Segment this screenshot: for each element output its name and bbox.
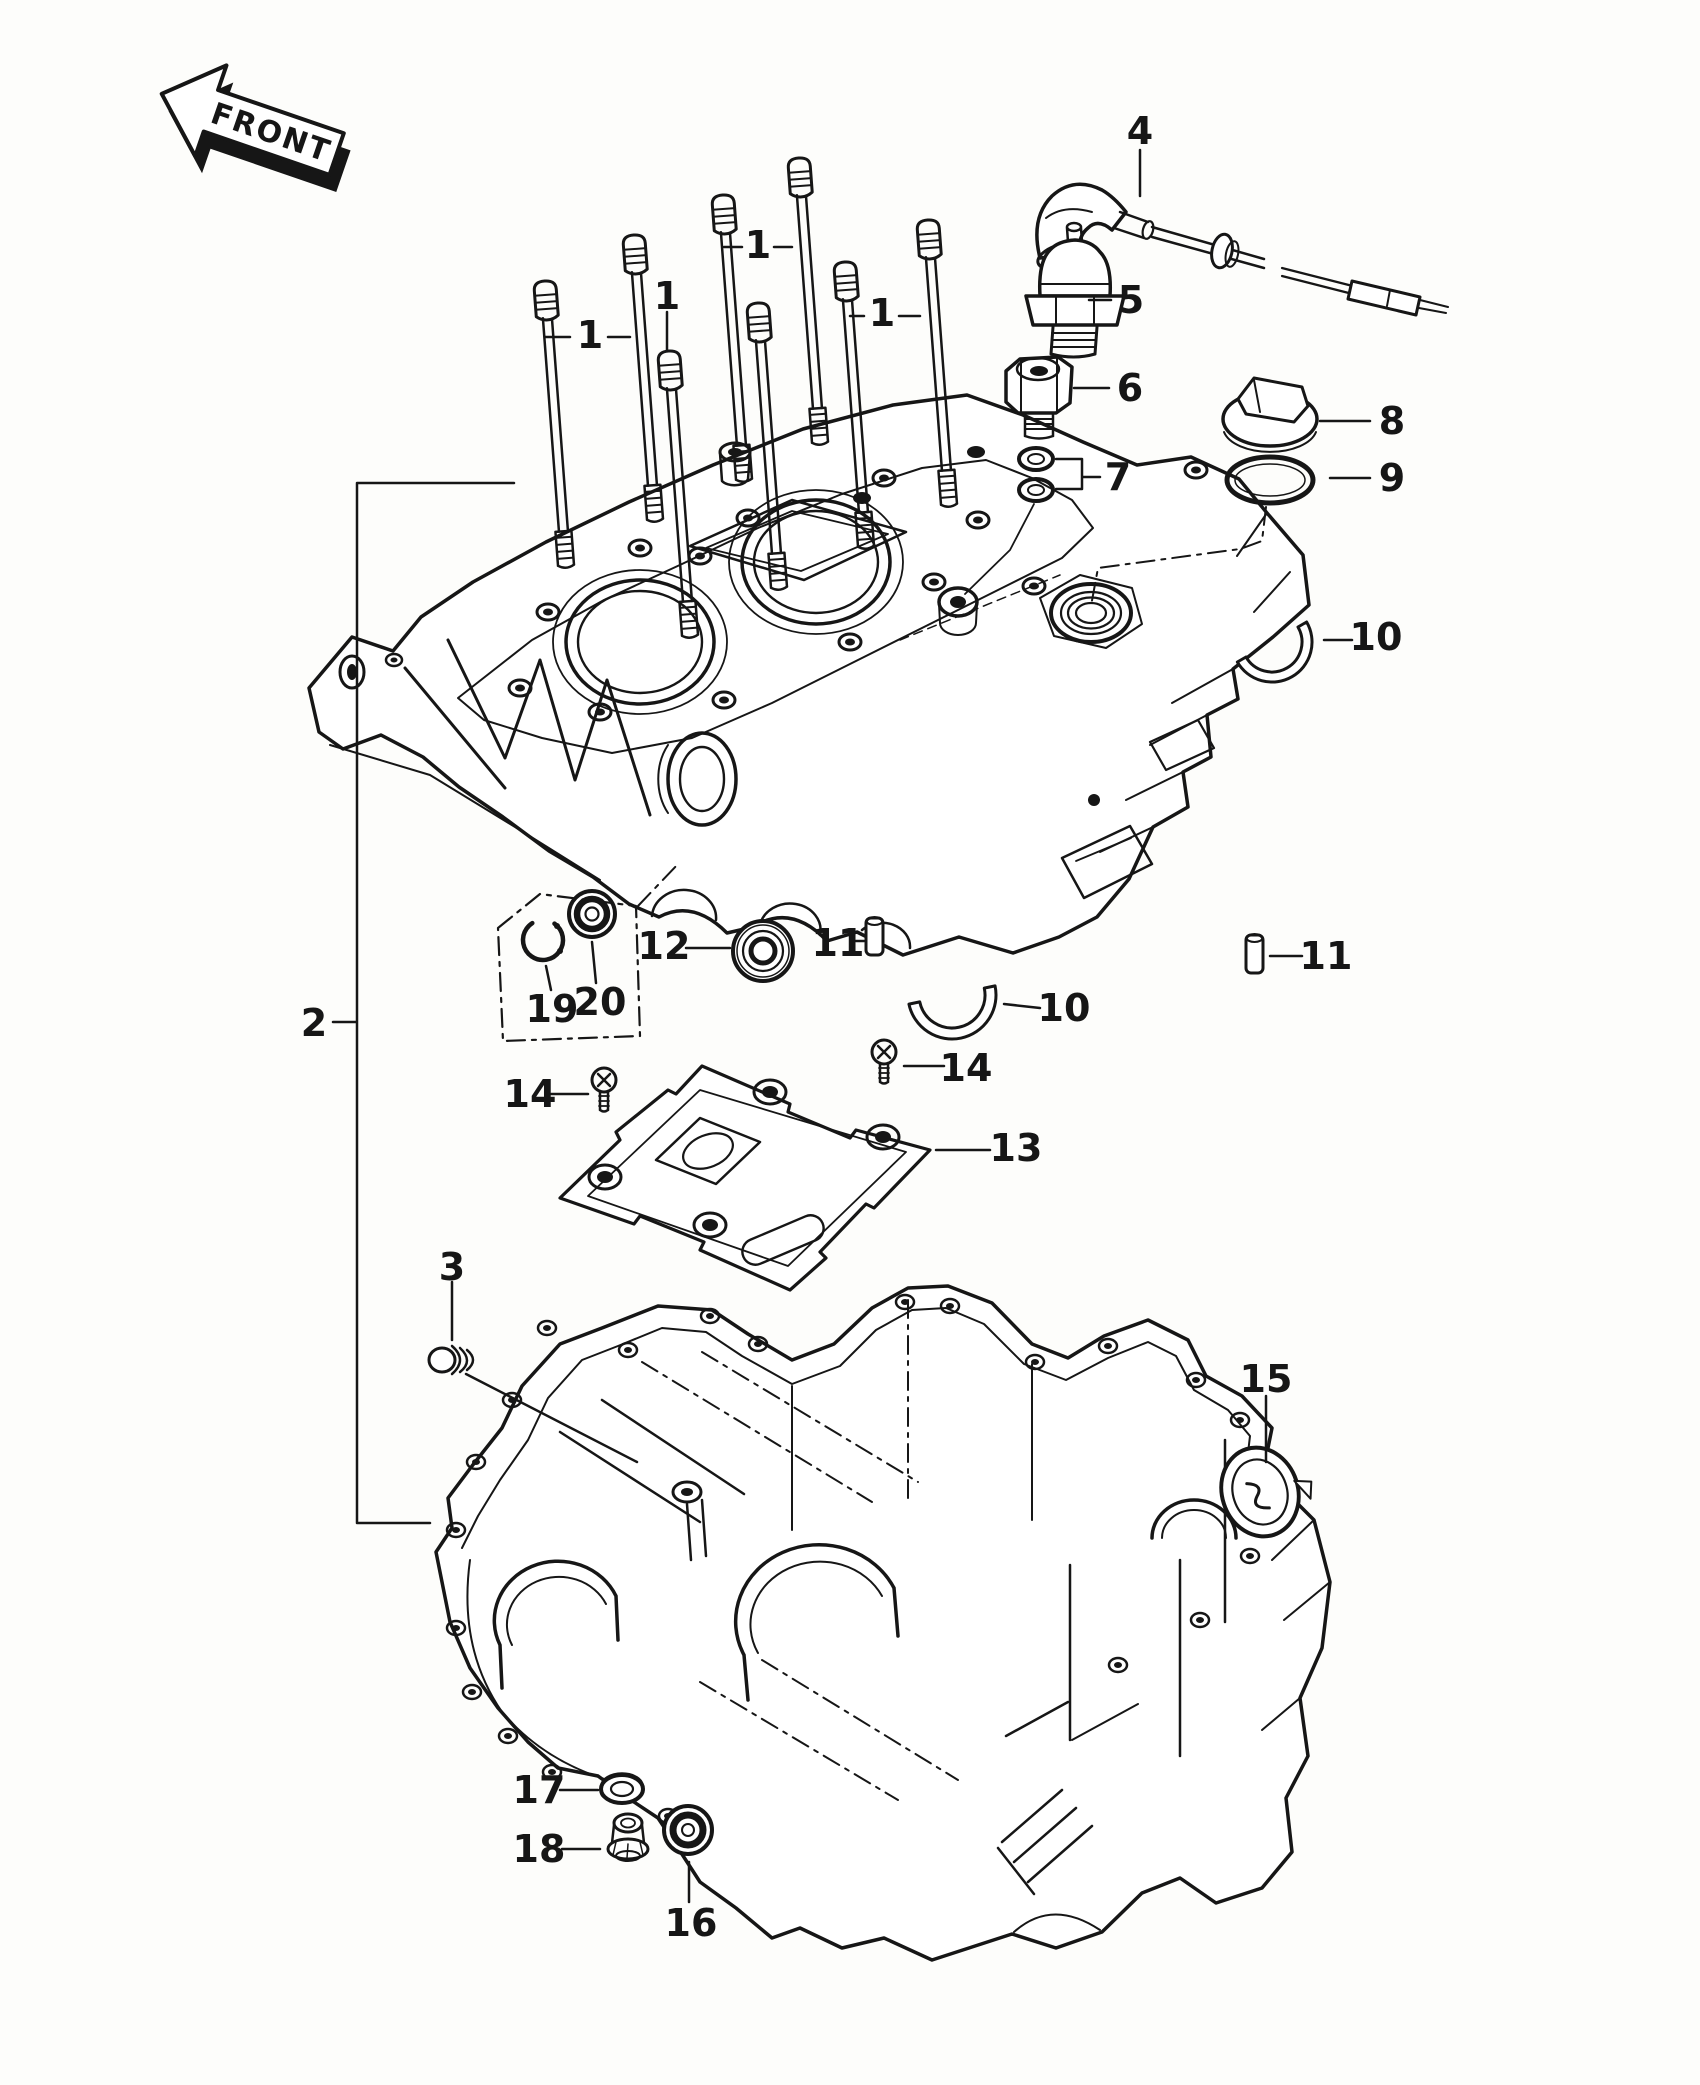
callout-label: 1 — [653, 274, 681, 318]
front-direction-arrow — [142, 48, 364, 216]
drain-washer — [601, 1773, 643, 1803]
callout-label: 17 — [512, 1768, 566, 1812]
case-plug — [429, 1346, 473, 1374]
callout-label: 4 — [1126, 109, 1154, 153]
circlip — [515, 912, 571, 968]
callout-label: 11 — [1299, 934, 1353, 978]
upper-case-outline — [309, 395, 1309, 955]
oil-filler-cap — [1223, 378, 1317, 452]
dowel-pin-left — [866, 917, 883, 955]
oil-seal — [733, 921, 793, 981]
callout-label: 1 — [868, 291, 896, 335]
lower-crankcase-half — [436, 1286, 1330, 1960]
callout-label: 9 — [1378, 456, 1406, 500]
cylinder-stud — [788, 157, 831, 445]
callout-label: 1 — [576, 313, 604, 357]
lead-wire — [1152, 227, 1264, 268]
callout-label: 20 — [573, 980, 627, 1024]
callout-label: 5 — [1117, 278, 1145, 322]
callout-label: 3 — [438, 1245, 466, 1289]
callout-label: 19 — [525, 987, 579, 1031]
callout-label: 14 — [503, 1072, 557, 1116]
callout-label: 11 — [811, 921, 865, 965]
plate-screw-left — [592, 1068, 616, 1112]
cap-wing — [1238, 378, 1308, 422]
callout-label: 15 — [1239, 1357, 1293, 1401]
drain-plug-bolt — [608, 1814, 648, 1861]
dowel-pin-right — [1246, 934, 1263, 973]
callout-label: 6 — [1116, 366, 1144, 410]
cylinder-stud — [534, 280, 577, 568]
callout-label: 16 — [664, 1901, 718, 1945]
lead-grommet — [1209, 232, 1236, 269]
callout-label: 1 — [744, 223, 772, 267]
nut-hex — [1006, 357, 1072, 413]
callout-label: 8 — [1378, 399, 1406, 443]
breather-plate — [560, 1066, 930, 1290]
upper-crankcase-half — [309, 395, 1309, 955]
switch-thread — [1051, 327, 1097, 357]
drain-grommet — [664, 1806, 712, 1854]
callout-label: 7 — [1104, 455, 1132, 499]
switch-dome — [1040, 240, 1111, 296]
callout-label: 10 — [1037, 986, 1091, 1030]
callout-label: 14 — [939, 1046, 993, 1090]
callout-label: 13 — [989, 1126, 1043, 1170]
plate-outline — [560, 1066, 930, 1290]
lead-terminal — [1348, 281, 1420, 315]
callout-label: 10 — [1349, 615, 1403, 659]
front-label: FRONT — [206, 96, 336, 170]
callout-label: 18 — [512, 1827, 566, 1871]
callout-label: 2 — [300, 1001, 328, 1045]
bearing-half-ring-lower — [909, 986, 1004, 1047]
plate-screw-right — [872, 1040, 896, 1084]
callout-label: 12 — [637, 924, 691, 968]
